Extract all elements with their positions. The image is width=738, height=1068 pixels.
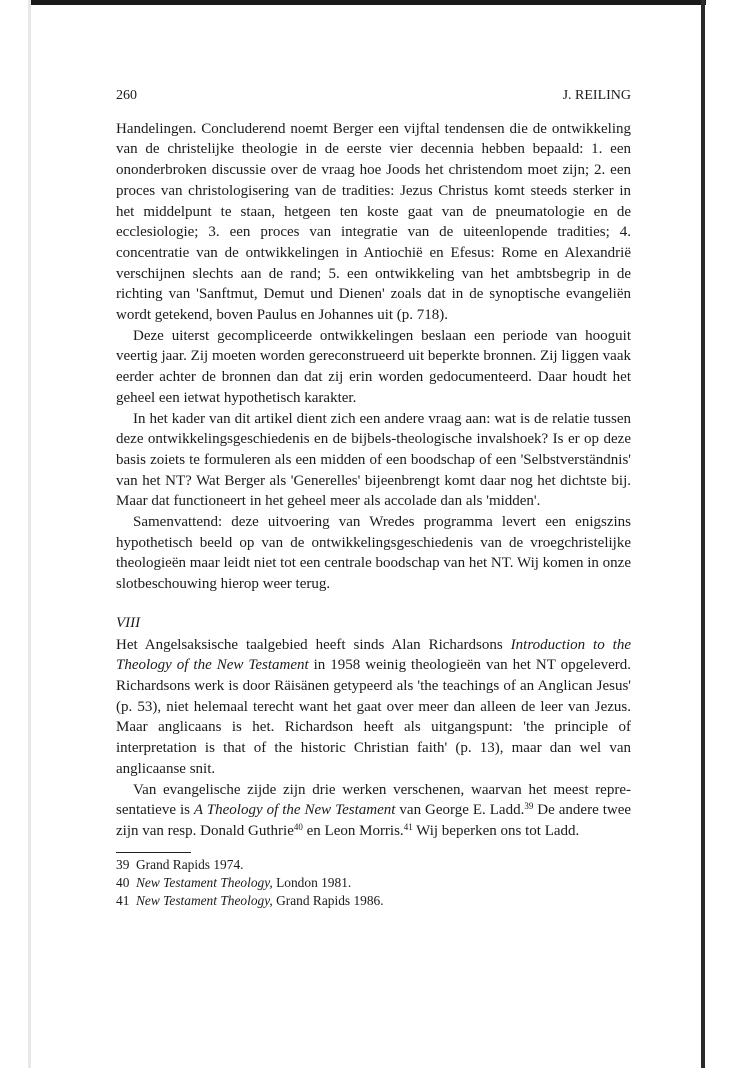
paragraph-6-book-title: A Theology of the New Testament xyxy=(193,802,396,819)
footnote-40 xyxy=(116,874,631,892)
page-body xyxy=(116,86,631,911)
running-head-author: J. REILING xyxy=(562,88,631,103)
footnote-number: 41 xyxy=(116,893,130,909)
footnote-text xyxy=(136,874,351,892)
paragraph-2: Deze uiterst gecompliceerde ontwikkelingen beslaan een periode van hooguit veertig jaar. Zij moeten worden gereconstrueerd uit beperkte bronnen. Zij liggen vaak eerder achter de bronnen dan dat zij erin worden gedocumenteerd. Daar houdt het geheel een ietwat hypothetisch karakter. xyxy=(116,327,631,406)
footnote-ref-39[interactable]: 39 xyxy=(524,801,534,812)
footnote-number: 39 xyxy=(116,856,130,872)
footnote-39 xyxy=(116,856,631,874)
paragraph-5-text-b: in 1958 weinig theologieën van het NT opgeleverd. Richardsons werk is door Räisänen getypeerd als 'the teachings of an Anglican Jesus' (p. 53), niet helemaal terecht want het gaat over meer dan alleen de leer van Jezus. Maar anglicaans is het. Richardson heeft als uitgangspunt: 'the principle of interpretation is that of the historic Christian faith' (p. 13), maar dan wel van anglicaanse snit. xyxy=(116,657,632,777)
paragraph-6 xyxy=(116,780,631,842)
footnote-number: 40 xyxy=(116,874,130,890)
paragraph-6-text-d: en Leon Morris. xyxy=(302,822,404,839)
paragraph-5 xyxy=(116,635,631,780)
footnote-divider xyxy=(116,852,191,853)
paragraph-6-text-b: van George E. Ladd. xyxy=(395,802,525,819)
paragraph-3: In het kader van dit artikel dient zich een andere vraag aan: wat is de relatie tussen deze ontwikkelingsgeschiedenis en de bijbels-theologische invalshoek? Is er op deze basis zoiets te formuleren als een midden of een boodschap of een 'Selbstverständnis' van het NT? Wat Berger als 'Generelles' bijeenbrengt komt daar nog het dichtste bij. Maar dat functioneert in het geheel meer als accolade dan als 'midden'. xyxy=(116,410,631,510)
footnote-title: New Testament Theology, xyxy=(136,893,273,909)
footnote-citation: Grand Rapids 1974. xyxy=(136,856,244,872)
footnote-title: New Testament Theology, xyxy=(136,874,273,890)
paragraph-6-text-a: Van evangelische zijde zijn drie werken verschenen, waarvan het meest representatieve is xyxy=(116,781,631,819)
paragraph-5-text-a: Het Angelsaksische taalgebied heeft sinds Alan Richardsons xyxy=(116,636,511,653)
footnote-citation: Grand Rapids 1986. xyxy=(272,893,384,909)
scan-border-top xyxy=(28,0,706,5)
footnote-citation: London 1981. xyxy=(272,874,352,890)
footnote-text xyxy=(136,892,384,910)
footnote-ref-41[interactable]: 41 xyxy=(403,821,413,832)
page-number: 260 xyxy=(116,88,137,103)
paragraph-5-book-title: Introduction to the Theology of the New Testament xyxy=(116,636,631,674)
paragraph-1: Handelingen. Concluderend noemt Berger een vijftal tendensen die de ontwikkeling van de christelijke theologie in de eerste vier decennia hebben bepaald: 1. een ononderbroken discussie over de vraag hoe Joods het christendom moet zijn; 2. een proces van christologisering van de tradities: Jezus Christus komt steeds sterker in het middelpunt te staan, hetgeen ten koste gaat van de pneumatologie en de ecclesiologie; 3. een proces van integratie van de uiteenlopende tradities; 4. concentratie van de ontwikkelingen in Antiochië en Efesus: Rome en Alexandrië verschijnen slechts aan de rand; 5. een ontwikkeling van het ambtsbegrip in de richting van 'Sanftmut, Demut und Dienen' zoals dat in de synoptische evangeliën wordt getekend, boven Paulus en Johannes uit (p. 718). xyxy=(116,120,631,324)
section-heading: VIII xyxy=(116,614,141,631)
footnote-41 xyxy=(116,892,631,910)
running-header xyxy=(116,86,631,107)
scan-border-left xyxy=(28,0,31,1068)
footnote-text xyxy=(136,856,244,874)
scan-border-right xyxy=(701,0,705,1068)
footnote-ref-40[interactable]: 40 xyxy=(293,821,303,832)
paragraph-6-text-c: De andere twee zijn van resp. Donald Guthrie xyxy=(116,802,632,839)
paragraph-4: Samenvattend: deze uitvoering van Wredes programma levert een enigszins hypothetisch beeld op van de ontwikkelingsgeschiedenis van de vroegchristelijke theologieën maar leidt niet tot een centrale boodschap van het NT. Wij komen in onze slotbeschouwing hierop weer terug. xyxy=(116,514,631,593)
paragraph-6-text-e: Wij beperken ons tot Ladd. xyxy=(412,822,580,839)
